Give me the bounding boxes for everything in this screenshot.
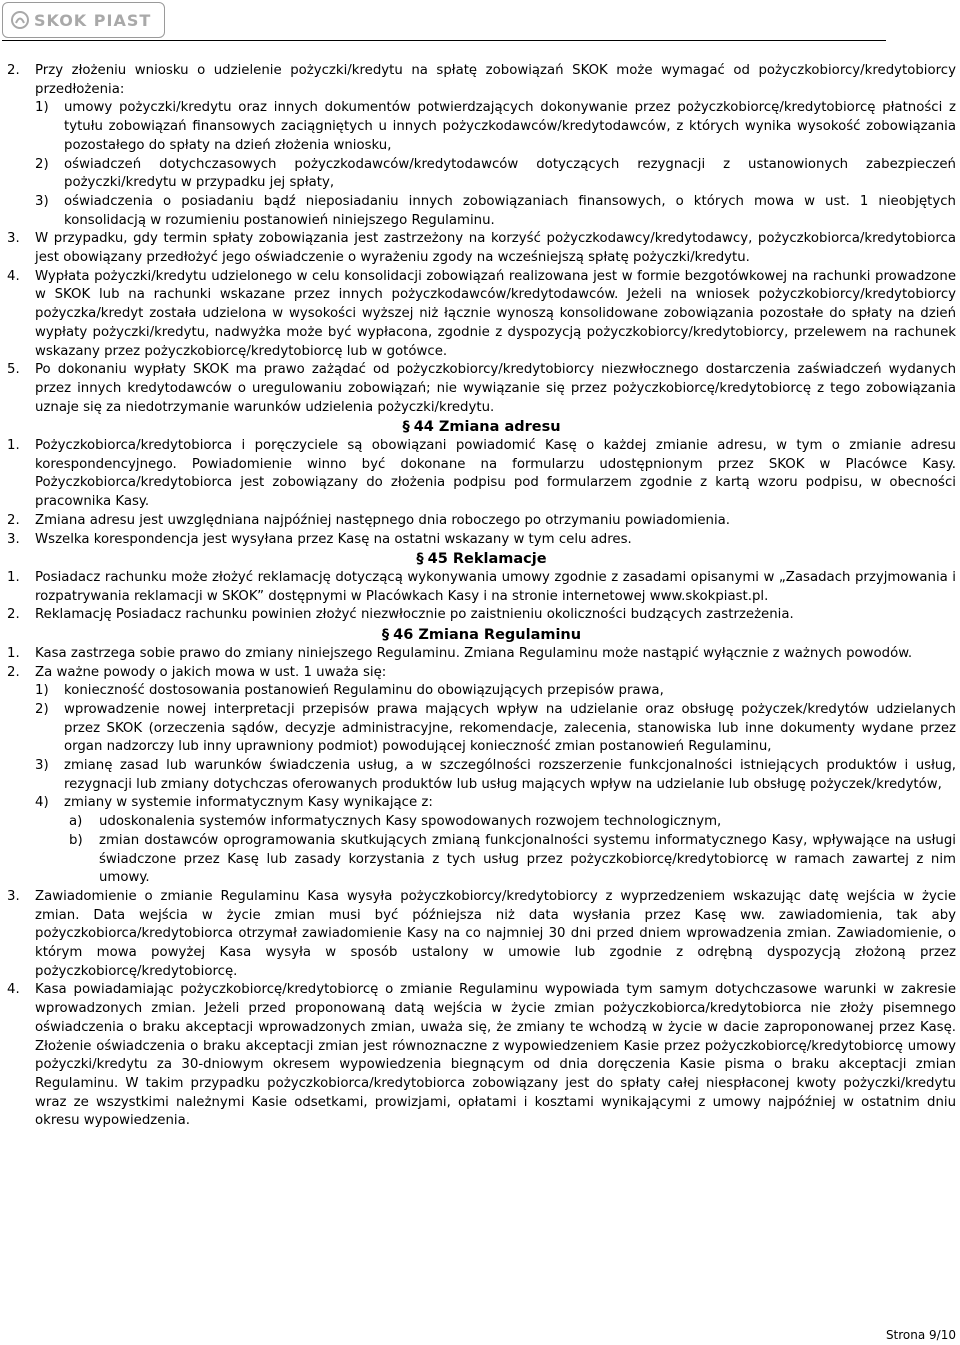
list-item — [7, 156, 956, 193]
paragraph-text: Przy złożeniu wniosku o udzielenie pożyczki/kredytu na spłatę zobowiązań SKOK może wymagać od pożyczkobiorcy/kredytobiorcy przedłożenia: — [35, 63, 956, 97]
section-heading-text: 44 Zmiana adresu — [413, 419, 561, 436]
sublist-item-text: udoskonalenia systemów informatycznych Kasy spowodowanych rozwojem technologicznym, — [99, 814, 722, 830]
list-item-marker: 1) — [35, 100, 49, 116]
list-item-text: oświadczeń dotychczasowych pożyczkodawców/kredytodawców dotyczących rezygnacji z ustanowionych zabezpieczeń pożyczki/kredytu w przypadku jej spłaty, — [64, 156, 956, 191]
paragraph-text: Kasa zastrzega sobie prawo do zmiany niniejszego Regulaminu. Zmiana Regulaminu może nastąpić wyłącznie z ważnych powodów. — [35, 645, 913, 661]
list-item-text: wprowadzenie nowej interpretacji przepisów prawa mających wpływ na udzielanie oraz obsługę pożyczek/kredytów udzielanych przez SKOK (orzeczenia sądów, decyzje administracyjne, rekomendacje, zalecenia, stanowiska lub inne dokumenty wydane przez organ nadzorczy lub inny uprawniony podmiot) powodującej konieczność zmian postanowień Regulaminu, — [64, 701, 956, 755]
paragraph-text: Zawiadomienie o zmianie Regulaminu Kasa wysyła pożyczkobiorcy/kredytobiorcy z wyprzedzeniem wskazując datę wejścia w życie zmian. Data wejścia w życie zmian musi być późniejsza niż data wysłania przez Kasę ww. zawiadomienia, tak aby pożyczkobiorca/kredytobiorca otrzymał zawiadomienie Kasy na co najmniej 30 dni przed dniem wprowadzenia zmian. Zawiadomienie, o którym mowa powyżej Kasa wysyła w sposób ustalony w umowie lub zgodnie z odrębną dyspozycją złożoną przez pożyczkobiorcę/kredytobiorcę. — [35, 888, 956, 979]
paragraph-text: Wypłata pożyczki/kredytu udzielonego w celu konsolidacji zobowiązań realizowana jest w formie bezgotówkowej na rachunki prowadzone w SKOK lub na rachunki wskazane przez innych pożyczkodawców/kredytodawców. Jeżeli na wniosek pożyczkobiorcy/kredytobiorcy pożyczka/kredyt została udzielona w wysokości wyższej niż łącznie wynoszą konsolidowane zobowiązania pozostałe do spłaty na dzień wypłaty pożyczki/kredytu, nadwyżka może być wypłacona, zgodnie z dyspozycją pożyczkobiorcy/kredytobiorcy, przelewem na rachunek wskazany przez pożyczkobiorcę/kredytobiorcę lub w gotówce. — [35, 268, 956, 359]
skok-emblem-icon — [11, 11, 29, 29]
section-sign: § — [381, 627, 390, 644]
paragraph-text: Posiadacz rachunku może złożyć reklamację dotyczącą wykonywania umowy zgodnie z zasadami opisanymi w „Zasadach przyjmowania i rozpatrywania reklamacji w SKOK” dostępnymi w Placówkach Kasy i na stronie internetowej www.skokpiast.pl. — [35, 569, 956, 604]
numbered-paragraph — [7, 437, 956, 512]
document-body — [7, 62, 956, 1131]
list-item-marker: 4) — [35, 795, 49, 811]
page-number: Strona 9/10 — [885, 1328, 956, 1342]
list-item — [7, 757, 956, 794]
section-heading-text: 45 Reklamacje — [427, 551, 547, 568]
section-heading-text: 46 Zmiana Regulaminu — [393, 627, 582, 644]
paragraph-number: 4. — [7, 268, 20, 284]
list-item — [7, 99, 956, 155]
list-item-text: zmianę zasad lub warunków świadczenia usług, a w szczególności rozszerzenie funkcjonalności istniejących produktów i usług, rezygnacji lub zmiany dotychczas oferowanych produktów lub usług mających wpływ na udzielanie lub obsługę pożyczek/kredytów, — [64, 758, 956, 792]
numbered-paragraph — [7, 664, 956, 683]
section-heading — [7, 550, 956, 569]
sublist-item — [7, 813, 956, 832]
page-header — [0, 0, 960, 42]
numbered-paragraph — [7, 569, 956, 606]
list-item-marker: 3) — [35, 193, 49, 209]
numbered-paragraph — [7, 230, 956, 267]
list-item-text: oświadczenia o posiadaniu bądź nieposiadaniu innych zobowiązaniach finansowych, o których mowa w ust. 1 nieobjętych konsolidacją w rozumieniu postanowień niniejszego Regulaminu. — [64, 193, 956, 228]
list-item-text: umowy pożyczki/kredytu oraz innych dokumentów potwierdzających dokonywanie przez pożyczkobiorcę/kredytobiorcę płatności z tytułu zobowiązań finansowych zaciągniętych u innych pożyczkodawców/kredytodawców, z których wynika wysokość zobowiązania pozostałego do spłaty na dzień złożenia wniosku, — [64, 100, 956, 153]
paragraph-number: 2. — [7, 63, 20, 78]
list-item — [7, 794, 956, 813]
paragraph-text: Pożyczkobiorca/kredytobiorca i poręczyciele są obowiązani powiadomić Kasę o każdej zmianie adresu, w tym o zmianie adresu korespondencyjnego. Powiadomienie winno być dokonane na formularzu udostępnionym przez SKOK w Placówce Kasy. Pożyczkobiorca/kredytobiorca jest zobowiązany do złożenia podpisu pod formularzem zgodnie z kartą wzoru podpisu, w obecności pracownika Kasy. — [35, 438, 956, 510]
numbered-paragraph — [7, 645, 956, 664]
numbered-paragraph — [7, 268, 956, 362]
list-item-marker: 2) — [35, 156, 49, 172]
paragraph-number: 1. — [7, 645, 20, 661]
sublist-item-marker: a) — [69, 814, 83, 830]
paragraph-number: 1. — [7, 438, 20, 454]
paragraph-number: 5. — [7, 362, 20, 378]
paragraph-number: 4. — [7, 982, 20, 998]
sublist-item-text: zmian dostawców oprogramowania skutkujących zmianą funkcjonalności systemu informatycznego Kasy, wpływające na usługi świadczone przez Kasę lub zasady korzystania z tych usług przez pożyczkobiorcę/kredytobiorcę w ramach zawartej z nim umowy. — [99, 832, 956, 886]
list-item-marker: 2) — [35, 701, 49, 717]
paragraph-number: 2. — [7, 512, 20, 528]
logo-text: SKOK PIAST — [34, 10, 152, 30]
numbered-paragraph — [7, 512, 956, 531]
numbered-paragraph — [7, 62, 956, 99]
numbered-paragraph — [7, 361, 956, 417]
list-item — [7, 682, 956, 701]
list-item-text: konieczność dostosowania postanowień Regulaminu do obowiązujących przepisów prawa, — [64, 683, 664, 699]
list-item — [7, 193, 956, 230]
skok-piast-logo — [2, 2, 165, 38]
section-sign: § — [402, 419, 410, 436]
paragraph-text: Za ważne powody o jakich mowa w ust. 1 uważa się: — [35, 664, 387, 680]
numbered-paragraph — [7, 606, 956, 625]
numbered-paragraph — [7, 531, 956, 550]
paragraph-text: Kasa powiadamiając pożyczkobiorcę/kredytobiorcę o zmianie Regulaminu wypowiada tym samym dotychczasowe warunki w zakresie wprowadzonych zmian. Jeżeli przed proponowaną datą wejścia w życie zmian pożyczkobiorca/kredytobiorca nie złoży pisemnego oświadczenia o braku akceptacji wprowadzonych zmian, uważa się, że zmiany te wchodzą w życie w dacie zaproponowanej przez Kasę. Złożenie oświadczenia o braku akceptacji zmian jest równoznaczne z wypowiedzeniem Kasie przez pożyczkobiorcę/kredytobiorcę umowy pożyczki/kredytu za 30-dniowym okresem wypowiedzenia biegnącym od dnia doręczenia Kasie pisma o braku akceptacji zmian Regulaminu. W takim przypadku pożyczkobiorca/kredytobiorca zobowiązany jest do spłaty całej niespłaconej kwoty pożyczki/kredytu wraz ze wszystkimi należnymi Kasie odsetkami, prowizjami, opłatami i kosztami wynikającymi z umowy najpóźniej w ostatnim dniu okresu wypowiedzenia. — [35, 982, 956, 1129]
list-item-marker: 1) — [35, 683, 49, 699]
section-heading — [7, 418, 956, 437]
section-heading — [7, 626, 956, 645]
sublist-item — [7, 832, 956, 888]
paragraph-text: Wszelka korespondencja jest wysyłana przez Kasę na ostatni wskazany w tym celu adres. — [35, 531, 632, 547]
paragraph-text: W przypadku, gdy termin spłaty zobowiązania jest zastrzeżony na korzyść pożyczkodawcy/kredytodawcy, pożyczkobiorca/kredytobiorca jest obowiązany przedłożyć jego oświadczenie o wyrażeniu zgody na wcześniejszą spłatę pożyczki/kredytu. — [35, 231, 956, 266]
section-sign: § — [416, 551, 424, 568]
header-divider — [2, 40, 886, 41]
sublist-item-marker: b) — [69, 832, 83, 848]
paragraph-number: 3. — [7, 531, 20, 547]
paragraph-number: 3. — [7, 888, 20, 904]
paragraph-number: 1. — [7, 569, 20, 585]
numbered-paragraph — [7, 888, 956, 982]
paragraph-text: Zmiana adresu jest uwzględniana najpóźniej następnego dnia roboczego po otrzymaniu powiadomienia. — [35, 512, 731, 528]
list-item-marker: 3) — [35, 758, 49, 774]
list-item — [7, 701, 956, 757]
paragraph-text: Reklamację Posiadacz rachunku powinien złożyć niezwłocznie po zaistnieniu okoliczności budzących zastrzeżenia. — [35, 607, 794, 623]
paragraph-number: 3. — [7, 231, 20, 247]
list-item-text: zmiany w systemie informatycznym Kasy wynikające z: — [64, 795, 433, 811]
paragraph-number: 2. — [7, 607, 20, 623]
paragraph-text: Po dokonaniu wypłaty SKOK ma prawo zażądać od pożyczkobiorcy/kredytobiorcy niezwłocznego dostarczenia zaświadczeń wydanych przez innych kredytodawców o uregulowaniu zobowiązań; nie wywiązanie się przez pożyczkobiorcę/kredytobiorcę z tego zobowiązania uznaje się za niedotrzymanie warunków udzielenia pożyczki/kredytu. — [35, 362, 956, 415]
paragraph-number: 2. — [7, 664, 20, 680]
numbered-paragraph — [7, 981, 956, 1131]
